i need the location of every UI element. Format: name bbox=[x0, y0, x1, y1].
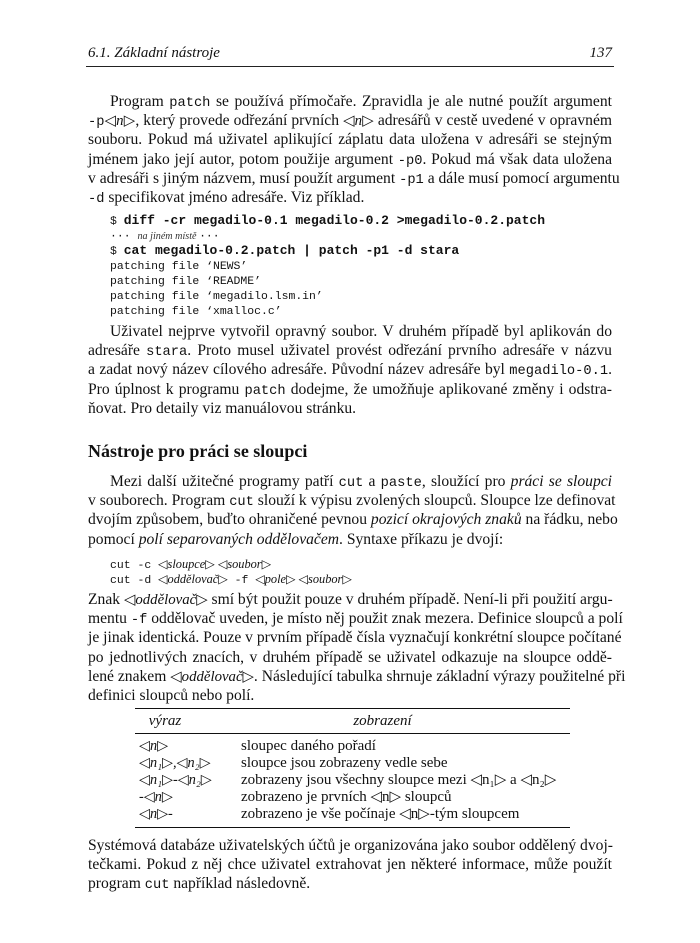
inline-code: patch bbox=[169, 96, 211, 111]
text-run: na řádku, nebo bbox=[521, 511, 618, 529]
inline-code: -p bbox=[88, 115, 105, 131]
emphasis-text: ◁n▷ bbox=[104, 113, 136, 130]
emphasis-text: ◁oddělovač▷ bbox=[170, 668, 254, 685]
code-example-patch bbox=[88, 212, 612, 317]
text-line bbox=[88, 686, 612, 705]
text-line bbox=[88, 322, 612, 341]
table-row bbox=[135, 738, 570, 755]
cell-expression: ◁n▷- bbox=[139, 806, 173, 822]
text-line bbox=[88, 628, 622, 647]
text-run: se používá přímočaře. Zpravidla je ale nutné použít argument bbox=[210, 93, 612, 110]
inline-code: -p0 bbox=[397, 153, 423, 169]
table-header-row bbox=[135, 709, 570, 733]
text-line bbox=[88, 380, 612, 399]
inline-code: $ bbox=[110, 215, 124, 228]
header-display: zobrazení bbox=[353, 713, 412, 729]
text-line bbox=[88, 92, 612, 111]
text-run: . Proto musel uživatel provést odřezání prvního adresáře v názvu bbox=[187, 342, 612, 360]
text-line bbox=[88, 360, 612, 379]
text-run: adresáře bbox=[88, 342, 147, 360]
emphasis-text: na jiném místě bbox=[137, 231, 200, 242]
text-line bbox=[88, 272, 612, 287]
text-line bbox=[88, 257, 612, 272]
running-header-section: 6.1. Základní nástroje bbox=[88, 45, 220, 61]
text-run: například následovně. bbox=[169, 875, 311, 893]
cell-expression: ◁n₁▷-◁n₂▷ bbox=[139, 772, 212, 788]
paragraph-patch-explanation bbox=[88, 322, 612, 418]
cell-display: zobrazeno je prvních ◁n▷ sloupců bbox=[241, 789, 452, 805]
text-line bbox=[88, 130, 612, 149]
text-line bbox=[88, 510, 618, 529]
text-line bbox=[88, 302, 612, 317]
inline-code: patching file ‘xmalloc.c’ bbox=[110, 305, 282, 318]
text-line bbox=[88, 169, 620, 188]
text-run: . Pokud má však data uložena bbox=[422, 150, 612, 168]
inline-code: patch bbox=[244, 383, 286, 399]
inline-code: diff -cr megadilo-0.1 megadilo-0.2 >megadilo-0.2.patch bbox=[123, 213, 546, 228]
inline-code: $ bbox=[110, 245, 124, 258]
emphasis-text: práci se sloupci bbox=[510, 473, 612, 490]
text-run: Program bbox=[110, 93, 170, 110]
paragraph-passwd bbox=[88, 836, 612, 894]
text-line bbox=[88, 227, 612, 242]
text-run: souboru. Pokud má uživatel aplikující záplatu data uložena v adresáři se stejným bbox=[88, 131, 612, 149]
text-run: je jinak identická. Pouze v prvním případě čísla vyznačují konkrétní sloupce počítané bbox=[88, 629, 622, 647]
text-line bbox=[88, 836, 612, 855]
page-number: 137 bbox=[589, 45, 612, 61]
text-line bbox=[88, 667, 626, 686]
text-run: , sloužící pro bbox=[421, 473, 511, 490]
text-run: Uživatel nejprve vytvořil opravný soubor. V druhém případě byl aplikován do bbox=[110, 323, 612, 340]
table-body bbox=[135, 738, 570, 823]
emphasis-text: ◁sloupce▷ ◁soubor▷ bbox=[158, 557, 272, 571]
inline-code: cut bbox=[338, 476, 364, 491]
cell-display: sloupce jsou zobrazeny vedle sebe bbox=[241, 755, 448, 771]
inline-code: cut -c bbox=[110, 559, 159, 572]
inline-code: ··· bbox=[110, 230, 138, 243]
text-run: a dále musí pomocí argumentu bbox=[423, 169, 620, 187]
text-run: . Syntaxe příkazu je dvojí: bbox=[339, 530, 504, 548]
inline-code: -p1 bbox=[399, 172, 424, 188]
emphasis-text: ◁oddělovač▷ bbox=[123, 592, 208, 608]
table-row bbox=[135, 806, 570, 823]
text-run: slouží k výpisu zvolených sloupců. Sloupce lze definovat bbox=[253, 492, 616, 510]
inline-code: -f bbox=[227, 574, 256, 587]
text-line bbox=[88, 556, 612, 571]
cell-expression: ◁n▷ bbox=[139, 738, 169, 754]
table-row bbox=[135, 755, 570, 772]
inline-code: patching file ‘megadilo.lsm.in’ bbox=[110, 290, 323, 303]
emphasis-text: ◁n▷ bbox=[343, 113, 374, 130]
cell-expression: ◁n₁▷,◁n₂▷ bbox=[139, 755, 211, 771]
inline-code: -d bbox=[88, 191, 105, 207]
emphasis-text: pozicí okrajových znaků bbox=[370, 511, 522, 529]
inline-code: cat megadilo-0.2.patch | patch -p1 -d stara bbox=[123, 243, 460, 258]
text-run: Pro úplnost k programu bbox=[88, 380, 245, 398]
text-run: oddělovač uveden, je místo něj použit znak mezera. Definice sloupců a polí bbox=[147, 610, 623, 628]
text-run: Mezi další užitečné programy patří bbox=[110, 473, 339, 490]
text-run: a bbox=[363, 473, 381, 490]
text-run: , který provede odřezání prvních bbox=[135, 112, 344, 130]
emphasis-text: ◁oddělovač▷ bbox=[158, 572, 228, 586]
text-line bbox=[88, 150, 612, 169]
inline-code: patching file ‘README’ bbox=[110, 275, 261, 288]
header-rule bbox=[86, 66, 614, 67]
inline-code: cut -d bbox=[110, 574, 159, 587]
text-run: Znak bbox=[88, 591, 124, 608]
text-line bbox=[88, 855, 612, 874]
text-run: mentu bbox=[88, 610, 131, 628]
text-run: lené znakem bbox=[88, 667, 171, 685]
emphasis-text: polí separovaných oddělovačem bbox=[138, 530, 340, 548]
code-cut-syntax bbox=[88, 556, 612, 586]
text-line bbox=[88, 530, 612, 549]
text-run: ňovat. Pro detaily viz manuálovou stránku. bbox=[88, 399, 357, 417]
text-run: specifikovat jméno adresáře. Viz příklad. bbox=[104, 188, 365, 206]
cell-display: zobrazeny jsou všechny sloupce mezi ◁n₁▷ a ◁n₂▷ bbox=[241, 772, 557, 788]
table-row bbox=[135, 772, 570, 789]
text-run: a zadat nový název cílového adresáře. Původní název adresáře byl bbox=[88, 361, 510, 379]
paragraph-delimiter bbox=[88, 590, 626, 705]
text-run: v souborech. Program bbox=[88, 492, 230, 510]
text-line bbox=[88, 341, 612, 360]
text-line bbox=[88, 287, 612, 302]
text-line bbox=[88, 874, 612, 893]
text-line bbox=[88, 491, 616, 511]
text-line bbox=[88, 590, 612, 609]
expression-table bbox=[135, 708, 570, 828]
table-header-rule bbox=[135, 733, 570, 734]
text-run: definici sloupců nebo polí. bbox=[88, 686, 255, 704]
text-run: dodejme, že umožňuje aplikované změny i odstra- bbox=[285, 380, 612, 398]
text-line bbox=[88, 472, 612, 491]
text-line bbox=[88, 111, 612, 130]
text-run: v adresáři s jiným názvem, musí použít argument bbox=[88, 169, 400, 187]
cell-expression: -◁n▷ bbox=[139, 789, 173, 805]
inline-code: stara bbox=[146, 345, 188, 361]
section-heading: Nástroje pro práci se sloupci bbox=[88, 441, 308, 461]
text-run: dvojím způsobem, buďto ohraničené pevnou bbox=[88, 511, 371, 529]
text-line bbox=[88, 212, 612, 227]
inline-code: patching file ‘NEWS’ bbox=[110, 260, 248, 273]
text-line bbox=[88, 648, 612, 667]
table-bottom-rule bbox=[135, 827, 570, 828]
text-run: adresářů v cestě uvedené v opravném bbox=[373, 112, 612, 130]
paragraph-patch-usage bbox=[88, 92, 620, 207]
text-run: jménem jako její autor, potom použije argument bbox=[88, 150, 398, 168]
text-run: tečkami. Pokud z něj chce uživatel extrahovat jen některé informace, může použít bbox=[88, 856, 612, 874]
paragraph-cut-intro bbox=[88, 472, 618, 549]
text-line bbox=[88, 188, 612, 207]
inline-code: cut bbox=[144, 878, 170, 894]
emphasis-text: ◁pole▷ ◁soubor▷ bbox=[255, 572, 352, 586]
text-run: Systémová databáze uživatelských účtů je organizována jako soubor oddělený dvoj- bbox=[88, 837, 613, 854]
text-run: smí být použit pouze v druhém případě. Není-li při použití argu- bbox=[207, 591, 613, 608]
header-expression: výraz bbox=[148, 713, 182, 729]
text-run: . bbox=[608, 361, 612, 379]
inline-code: megadilo-0.1 bbox=[509, 364, 609, 380]
table-row bbox=[135, 789, 570, 806]
text-line bbox=[88, 242, 612, 257]
cell-display: zobrazeno je vše počínaje ◁n▷-tým sloupcem bbox=[241, 806, 520, 822]
text-line bbox=[88, 571, 612, 586]
text-run: po jednotlivých znacích, v druhém případě se uživatel odkazuje na sloupce oddě- bbox=[88, 648, 612, 666]
text-line bbox=[88, 399, 612, 418]
inline-code: -f bbox=[130, 613, 148, 629]
inline-code: cut bbox=[229, 495, 254, 511]
text-run: program bbox=[88, 875, 145, 893]
text-run: . Následující tabulka shrnuje základní výrazy použitelné při bbox=[253, 667, 626, 685]
inline-code: paste bbox=[380, 476, 422, 491]
text-line bbox=[88, 609, 623, 629]
cell-display: sloupec daného pořadí bbox=[241, 738, 376, 754]
inline-code: ··· bbox=[199, 230, 220, 243]
text-run: pomocí bbox=[88, 530, 139, 548]
